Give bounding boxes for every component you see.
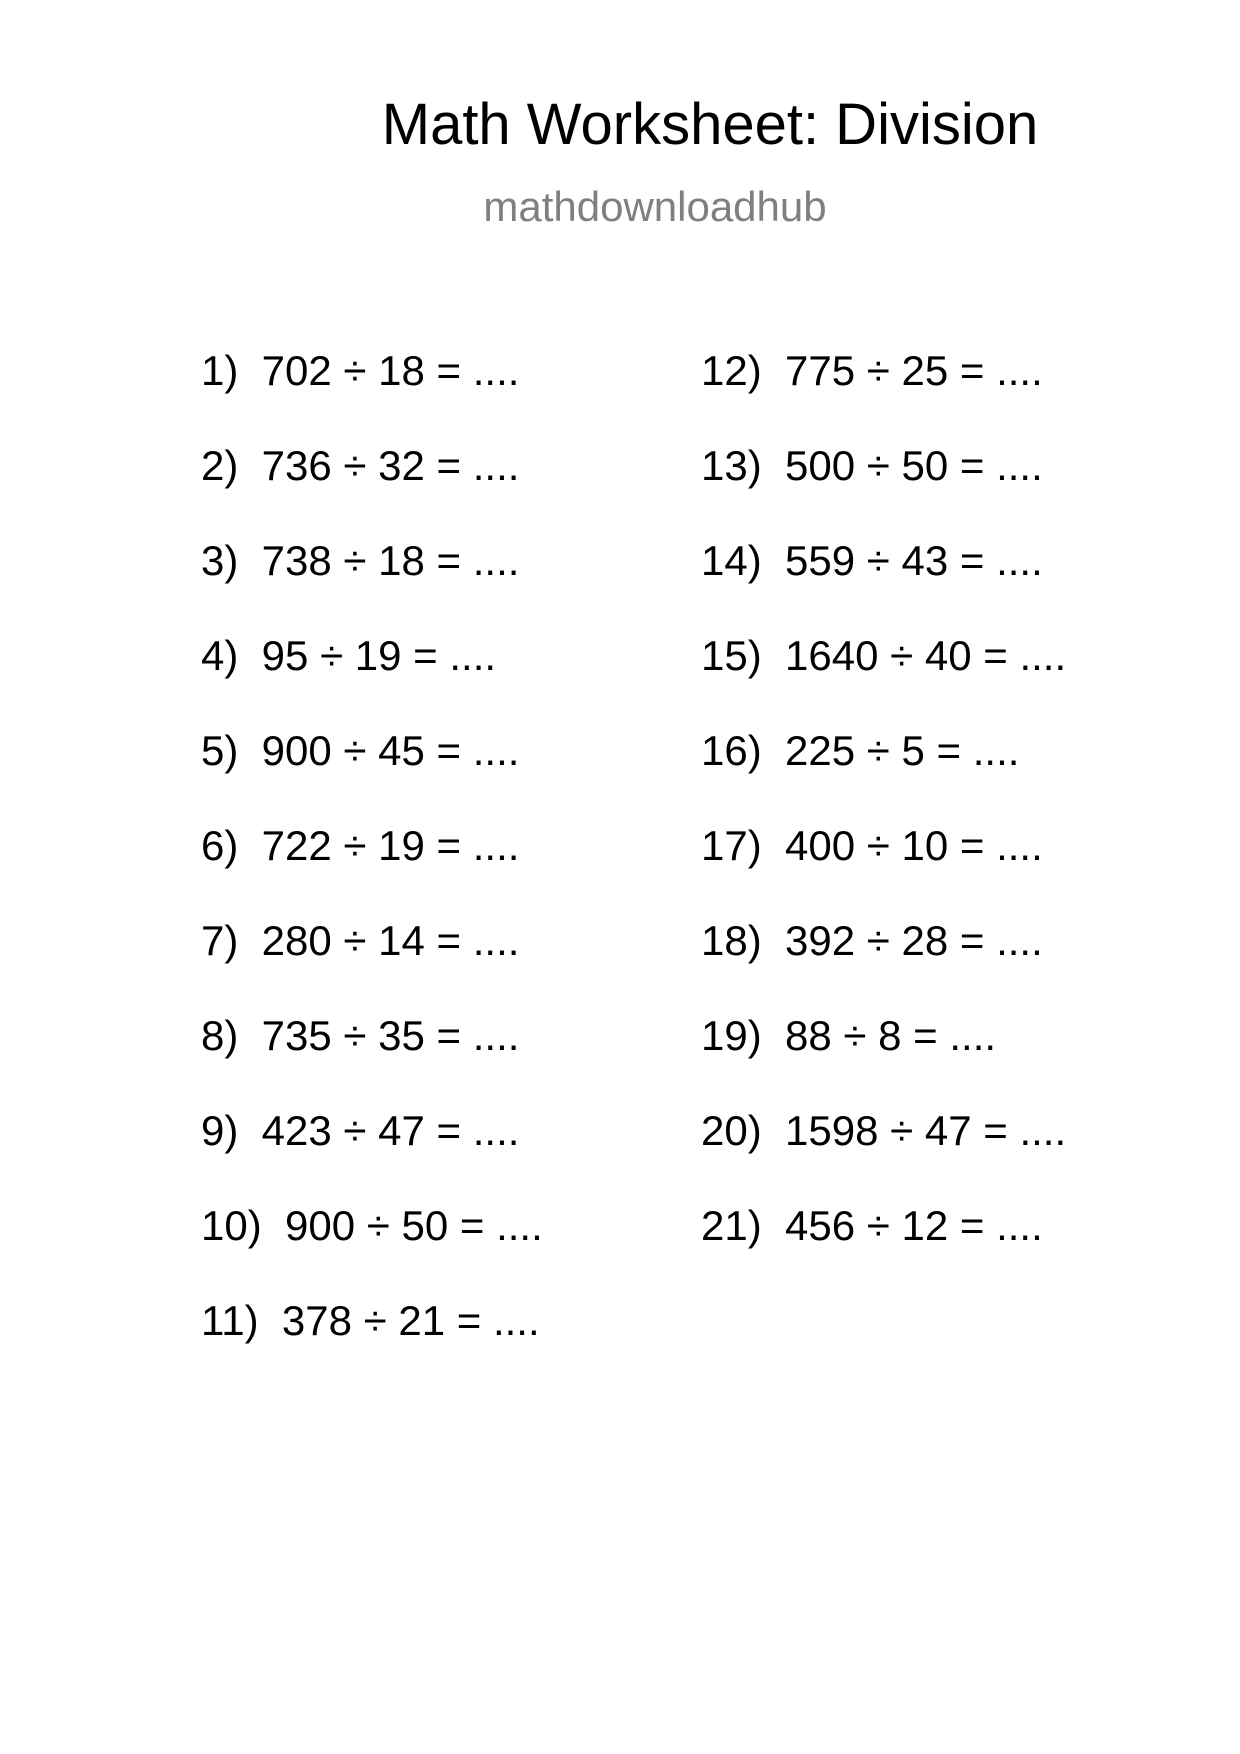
problem-list-right <box>701 347 1221 1300</box>
problem-9: 9) 423 ÷ 47 = .... <box>201 1107 520 1154</box>
problem-10: 10) 900 ÷ 50 = .... <box>201 1202 543 1249</box>
problem-7: 7) 280 ÷ 14 = .... <box>201 917 520 964</box>
problem-18: 18) 392 ÷ 28 = .... <box>701 917 1043 964</box>
problem-12: 12) 775 ÷ 25 = .... <box>701 347 1043 394</box>
problem-14: 14) 559 ÷ 43 = .... <box>701 537 1043 584</box>
problem-17: 17) 400 ÷ 10 = .... <box>701 822 1043 869</box>
problem-8: 8) 735 ÷ 35 = .... <box>201 1012 520 1059</box>
problem-15: 15) 1640 ÷ 40 = .... <box>701 632 1067 679</box>
page-subtitle: mathdownloadhub <box>483 183 827 230</box>
problem-13: 13) 500 ÷ 50 = .... <box>701 442 1043 489</box>
page-title: Math Worksheet: Division <box>381 92 1039 157</box>
problem-11: 11) 378 ÷ 21 = .... <box>201 1297 540 1344</box>
problem-4: 4) 95 ÷ 19 = .... <box>201 632 497 679</box>
problem-5: 5) 900 ÷ 45 = .... <box>201 727 520 774</box>
problem-19: 19) 88 ÷ 8 = .... <box>701 1012 997 1059</box>
problem-16: 16) 225 ÷ 5 = .... <box>701 727 1020 774</box>
problem-list-left <box>201 347 721 1395</box>
problem-6: 6) 722 ÷ 19 = .... <box>201 822 520 869</box>
problem-3: 3) 738 ÷ 18 = .... <box>201 537 520 584</box>
problem-21: 21) 456 ÷ 12 = .... <box>701 1202 1043 1249</box>
problem-1: 1) 702 ÷ 18 = .... <box>201 347 520 394</box>
problem-20: 20) 1598 ÷ 47 = .... <box>701 1107 1067 1154</box>
problem-2: 2) 736 ÷ 32 = .... <box>201 442 520 489</box>
